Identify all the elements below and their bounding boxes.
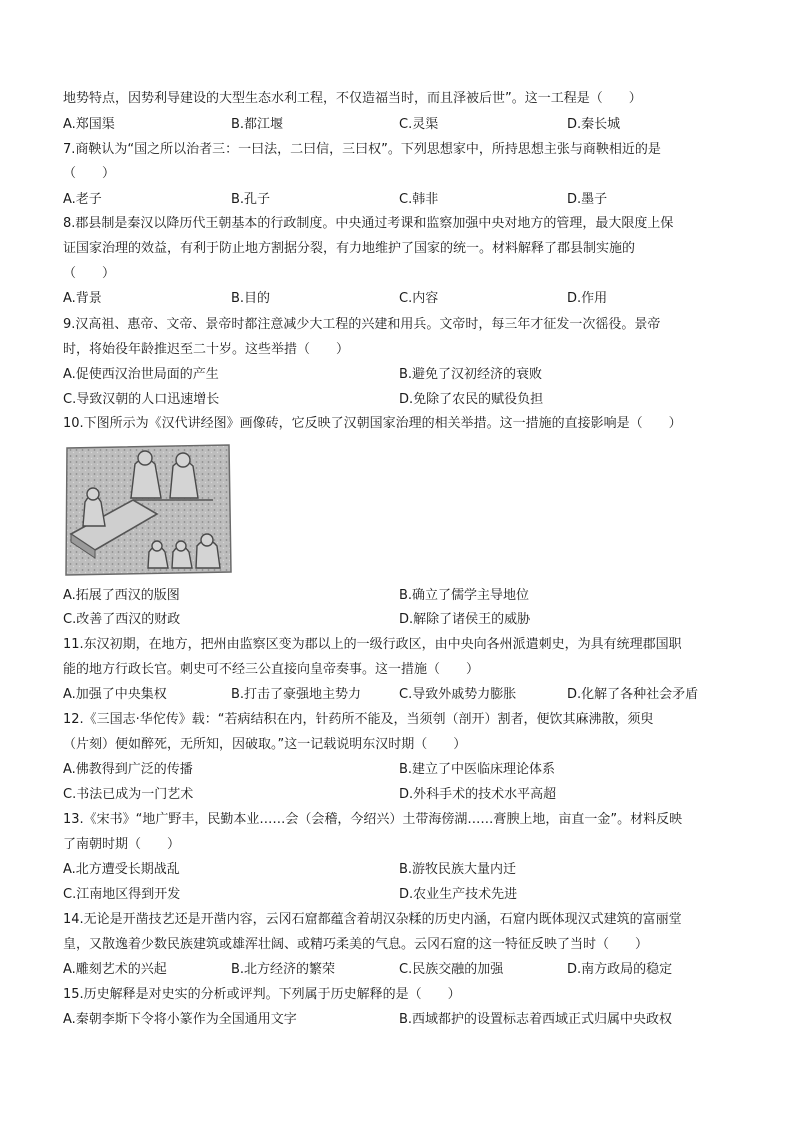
han-lecture-relief-image <box>63 442 233 577</box>
q9-option-b[interactable]: B.避免了汉初经济的衰败 <box>399 367 543 382</box>
q12-option-c[interactable]: C.书法已成为一门艺术 <box>63 787 194 802</box>
q8-option-d[interactable]: D.作用 <box>567 291 608 306</box>
q6-option-b[interactable]: B.都江堰 <box>231 117 284 132</box>
q15-stem: 15.历史解释是对史实的分析或评判。下列属于历史解释的是（ ） <box>63 987 461 1002</box>
q11-option-b[interactable]: B.打击了豪强地主势力 <box>231 687 362 702</box>
q7-option-d[interactable]: D.墨子 <box>567 192 608 207</box>
q7-option-c[interactable]: C.韩非 <box>399 192 439 207</box>
q10-option-d[interactable]: D.解除了诸侯王的威胁 <box>399 612 531 627</box>
q11-option-a[interactable]: A.加强了中央集权 <box>63 687 167 702</box>
q8-stem-cont: 证国家治理的效益，有利于防止地方割据分裂，有力地维护了国家的统一。材料解释了郡县制实施的 <box>63 241 636 256</box>
q11-option-c[interactable]: C.导致外戚势力膨胀 <box>399 687 517 702</box>
q14-option-c[interactable]: C.民族交融的加强 <box>399 962 504 977</box>
q11-option-d[interactable]: D.化解了各种社会矛盾 <box>567 687 699 702</box>
q12-option-b[interactable]: B.建立了中医临床理论体系 <box>399 762 556 777</box>
q12-stem-cont: （片刻）便如醉死，无所知，因破取。”这一记载说明东汉时期（ ） <box>63 737 467 752</box>
q9-option-d[interactable]: D.免除了农民的赋役负担 <box>399 392 544 407</box>
q12-option-a[interactable]: A.佛教得到广泛的传播 <box>63 762 193 777</box>
q14-stem: 14.无论是开凿技艺还是开凿内容，云冈石窟都蕴含着胡汉杂糅的历史内涵，石窟内既体现汉式建筑的富丽堂 <box>63 912 682 927</box>
q10-stem: 10.下图所示为《汉代讲经图》画像砖，它反映了汉朝国家治理的相关举措。这一措施的直接影响是（ ） <box>63 416 682 431</box>
q12-stem: 12.《三国志·华佗传》载：“若病结积在内，针药所不能及，当须刳（剖开）割者，便饮其麻沸散，须臾 <box>63 712 654 727</box>
q8-option-b[interactable]: B.目的 <box>231 291 271 306</box>
q6-stem-tail: 地势特点，因势利导建设的大型生态水利工程，不仅造福当时，而且泽被后世”。这一工程是（ ） <box>63 91 642 106</box>
q8-stem-blank: （ ） <box>63 266 116 281</box>
q8-option-a[interactable]: A.背景 <box>63 291 102 306</box>
q13-stem-cont: 了南朝时期（ ） <box>63 837 181 852</box>
q15-option-b[interactable]: B.西域都护的设置标志着西域正式归属中央政权 <box>399 1012 673 1027</box>
q11-stem: 11.东汉初期，在地方，把州由监察区变为郡以上的一级行政区，由中央向各州派遣刺史，为具有统理郡国职 <box>63 637 682 652</box>
q15-option-a[interactable]: A.秦朝李斯下令将小篆作为全国通用文字 <box>63 1012 297 1027</box>
q14-option-d[interactable]: D.南方政局的稳定 <box>567 962 673 977</box>
q7-option-a[interactable]: A.老子 <box>63 192 102 207</box>
q9-option-a[interactable]: A.促使西汉治世局面的产生 <box>63 367 219 382</box>
q7-stem: 7.商鞅认为“国之所以治者三：一曰法，二曰信，三曰权”。下列思想家中，所持思想主张与商鞅相近的是 <box>63 142 661 157</box>
q8-stem: 8.郡县制是秦汉以降历代王朝基本的行政制度。中央通过考课和监察加强中央对地方的管理，最大限度上保 <box>63 216 674 231</box>
q10-option-b[interactable]: B.确立了儒学主导地位 <box>399 588 530 603</box>
q13-option-a[interactable]: A.北方遭受长期战乱 <box>63 862 180 877</box>
q13-stem: 13.《宋书》“地广野丰，民勤本业……会（会稽，今绍兴）土带海傍湖……膏腴上地，亩直一金”。材料反映 <box>63 812 683 827</box>
q13-option-b[interactable]: B.游牧民族大量内迁 <box>399 862 517 877</box>
q10-option-c[interactable]: C.改善了西汉的财政 <box>63 612 181 627</box>
q14-option-b[interactable]: B.北方经济的繁荣 <box>231 962 336 977</box>
q12-option-d[interactable]: D.外科手术的技术水平高超 <box>399 787 557 802</box>
q10-option-a[interactable]: A.拓展了西汉的版图 <box>63 588 180 603</box>
q13-option-c[interactable]: C.江南地区得到开发 <box>63 887 181 902</box>
q11-stem-cont: 能的地方行政长官。刺史可不经三公直接向皇帝奏事。这一措施（ ） <box>63 662 480 677</box>
q14-option-a[interactable]: A.雕刻艺术的兴起 <box>63 962 167 977</box>
q6-option-a[interactable]: A.郑国渠 <box>63 117 115 132</box>
q6-option-c[interactable]: C.灵渠 <box>399 117 439 132</box>
q9-stem: 9.汉高祖、惠帝、文帝、景帝时都注意减少大工程的兴建和用兵。文帝时，每三年才征发一次徭役。景帝 <box>63 317 661 332</box>
q9-option-c[interactable]: C.导致汉朝的人口迅速增长 <box>63 392 220 407</box>
q14-stem-cont: 皇，又散逸着少数民族建筑或雄浑壮阔、或精巧柔美的气息。云冈石窟的这一特征反映了当时（ ） <box>63 937 649 952</box>
q8-option-c[interactable]: C.内容 <box>399 291 439 306</box>
q9-stem-cont: 时，将始役年龄推迟至二十岁。这些举措（ ） <box>63 342 350 357</box>
q6-option-d[interactable]: D.秦长城 <box>567 117 621 132</box>
q7-stem-cont: （ ） <box>63 166 116 181</box>
q7-option-b[interactable]: B.孔子 <box>231 192 271 207</box>
q13-option-d[interactable]: D.农业生产技术先进 <box>399 887 518 902</box>
